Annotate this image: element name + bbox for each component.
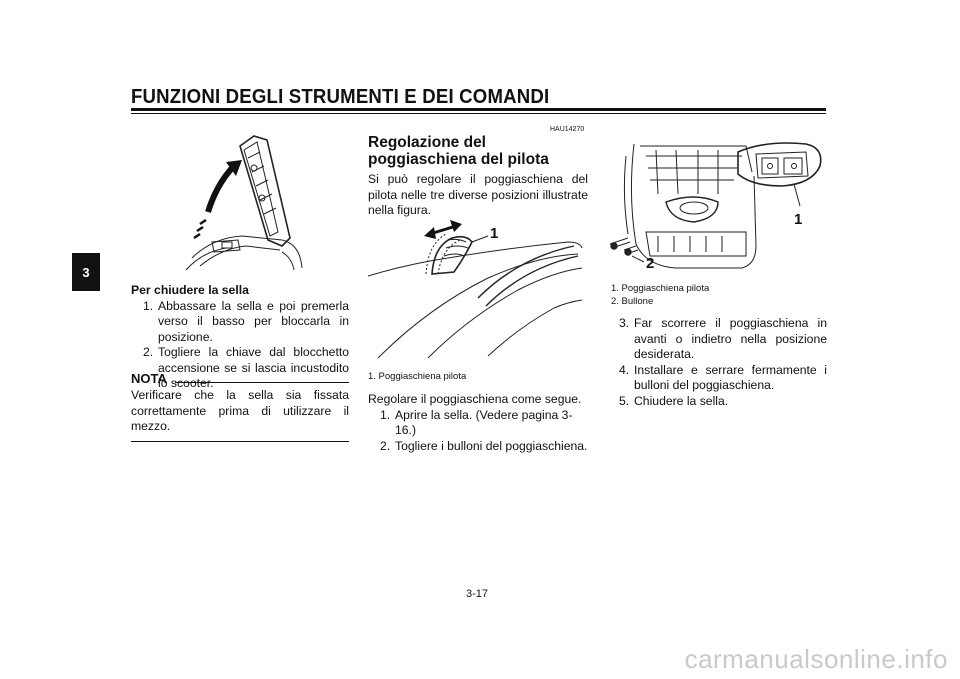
figure-callout-2: 2 xyxy=(646,255,655,272)
backrest-position-illustration xyxy=(368,218,588,360)
figure-caption: 1. Poggiaschiena pilota xyxy=(368,371,467,382)
step-number: 2. xyxy=(380,438,391,453)
list-item xyxy=(368,408,590,439)
note-label: NOTA xyxy=(131,371,167,386)
page-title: FUNZIONI DEGLI STRUMENTI E DEI COMANDI xyxy=(131,86,550,108)
figure-callout-1: 1 xyxy=(794,211,803,228)
list-item xyxy=(131,299,349,346)
step-text: Aprire la sella. (Vedere pagina 3-16.) xyxy=(395,407,573,437)
step-number: 4. xyxy=(619,362,630,377)
header-rule xyxy=(131,108,826,111)
adjust-steps-list xyxy=(607,316,827,409)
note-rule xyxy=(175,382,349,383)
note-bottom-rule xyxy=(131,441,349,442)
backrest-bolts-illustration xyxy=(606,136,826,274)
seat-closing-illustration xyxy=(182,128,306,271)
procedure-steps-list xyxy=(368,408,590,455)
step-text: Togliere la chiave dal blocchetto accensione se si lascia incustodito lo scooter. xyxy=(158,345,349,390)
list-item xyxy=(607,363,827,394)
step-number: 5. xyxy=(619,393,630,408)
list-item xyxy=(607,316,827,363)
list-item xyxy=(368,439,590,455)
intro-paragraph: Si può regolare il poggiaschiena del pilota nelle tre diverse posizioni illustrate nella figura. xyxy=(368,172,588,217)
list-item xyxy=(607,394,827,410)
figure-captions xyxy=(611,282,709,308)
section-code: HAU14270 xyxy=(550,126,585,133)
figure-callout-1: 1 xyxy=(490,225,499,242)
step-text: Installare e serrare fermamente i bulloni del poggiaschiena. xyxy=(634,362,827,392)
step-text: Chiudere la sella. xyxy=(634,393,729,408)
page-number: 3-17 xyxy=(466,588,489,600)
step-number: 1. xyxy=(380,407,391,422)
note-text: Verificare che la sella sia fissata correttamente prima di utilizzare il mezzo. xyxy=(131,388,349,433)
step-number: 1. xyxy=(143,298,154,313)
step-text: Far scorrere il poggiaschiena in avanti o indietro nella posizione desiderata. xyxy=(634,316,827,361)
step-text: Abbassare la sella e poi premerla verso il basso per bloccarla in posizione. xyxy=(158,298,349,344)
caption-item: 1. Poggiaschiena pilota xyxy=(611,283,710,294)
section-heading: Regolazione del poggiaschiena del pilota xyxy=(368,134,549,168)
note-box xyxy=(131,371,349,442)
step-number: 2. xyxy=(143,345,154,359)
chapter-tab: 3 xyxy=(72,253,100,291)
watermark: carmanualsonline.info xyxy=(684,644,948,674)
step-text: Togliere i bulloni del poggiaschiena. xyxy=(395,438,588,453)
caption-item: 2. Bullone xyxy=(611,296,654,307)
procedure-intro: Regolare il poggiaschiena come segue. xyxy=(368,392,582,406)
section-subheading: Per chiudere la sella xyxy=(131,283,249,297)
header-rule-thin xyxy=(131,113,826,114)
step-number: 3. xyxy=(619,316,630,330)
